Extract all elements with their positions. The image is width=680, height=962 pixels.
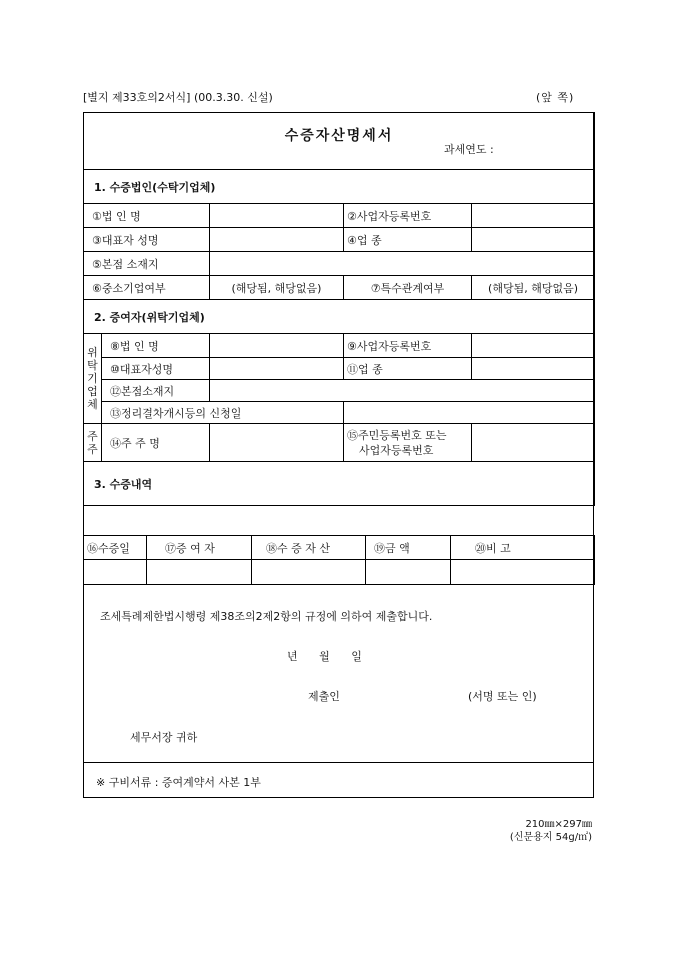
s2-corp-name-value[interactable] bbox=[210, 334, 344, 358]
submitter-label: 제출인 bbox=[308, 690, 340, 703]
s1-special-relation-options[interactable]: (해당됨, 해당없음) bbox=[472, 276, 595, 300]
donor-company-side-label bbox=[84, 334, 102, 424]
resident-no-line2: 사업자등록번호 bbox=[359, 443, 434, 457]
s2-filing-date-label: ⑬정리결차개시등의 신청일 bbox=[102, 402, 344, 424]
title-cell bbox=[84, 113, 595, 170]
section1-title: 1. 수증법인(수탁기업체) bbox=[84, 170, 595, 204]
col-amount: ⑲금 액 bbox=[366, 536, 451, 560]
side-char: 기 bbox=[87, 372, 98, 385]
remarks-cell[interactable] bbox=[451, 560, 595, 585]
s2-shareholder-value[interactable] bbox=[210, 424, 344, 462]
s2-biz-reg-value[interactable] bbox=[472, 334, 595, 358]
required-documents: ※ 구비서류 : 증여계약서 사본 1부 bbox=[96, 776, 261, 789]
shareholder-side-label bbox=[84, 424, 102, 462]
col-receipt-date: ⑯수증일 bbox=[84, 536, 147, 560]
s2-business-type-value[interactable] bbox=[472, 358, 595, 380]
section2-title: 2. 증여자(위탁기업체) bbox=[84, 300, 595, 334]
s1-special-relation-label: ⑦특수관계여부 bbox=[344, 276, 472, 300]
amount-cell[interactable] bbox=[366, 560, 451, 585]
tax-year-label: 과세연도 : bbox=[444, 143, 494, 156]
form-reference: [별지 제33호의2서식] (00.3.30. 신설) bbox=[83, 91, 273, 104]
col-remarks: ⑳비 고 bbox=[451, 536, 595, 560]
s2-resident-no-value[interactable] bbox=[472, 424, 595, 462]
asset-statement-form bbox=[83, 112, 595, 506]
page-side-label: (앞 쪽) bbox=[536, 91, 575, 104]
receipt-details-table bbox=[83, 535, 595, 585]
s2-biz-reg-label: ⑨사업자등록번호 bbox=[344, 334, 472, 358]
s2-shareholder-label: ⑭주 주 명 bbox=[102, 424, 210, 462]
s1-representative-label: ③대표자 성명 bbox=[84, 228, 210, 252]
s1-corp-name-label: ①법 인 명 bbox=[84, 204, 210, 228]
s1-corp-name-value[interactable] bbox=[210, 204, 344, 228]
date-line[interactable]: 년 월 일 bbox=[287, 650, 362, 663]
side-char: 업 bbox=[87, 385, 98, 398]
s1-head-office-value[interactable] bbox=[210, 252, 595, 276]
s1-sme-label: ⑥중소기업여부 bbox=[84, 276, 210, 300]
col-received-asset: ⑱수 증 자 산 bbox=[252, 536, 366, 560]
paper-size: 210㎜×297㎜ bbox=[525, 819, 592, 830]
s2-representative-value[interactable] bbox=[210, 358, 344, 380]
s1-representative-value[interactable] bbox=[210, 228, 344, 252]
s1-business-type-label: ④업 종 bbox=[344, 228, 472, 252]
resident-no-line1: ⑮주민등록번호 또는 bbox=[347, 428, 447, 442]
statement-text: 조세특례제한법시행령 제38조의2제2항의 규정에 의하여 제출합니다. bbox=[100, 610, 433, 623]
s2-filing-date-value[interactable] bbox=[344, 402, 595, 424]
s1-sme-options[interactable]: (해당됨, 해당없음) bbox=[210, 276, 344, 300]
paper-type: (신문용지 54g/㎡) bbox=[509, 832, 592, 843]
s2-business-type-label: ⑪업 종 bbox=[344, 358, 472, 380]
side-char: 위 bbox=[87, 346, 98, 359]
s1-head-office-label: ⑤본점 소재지 bbox=[84, 252, 210, 276]
received-asset-cell[interactable] bbox=[252, 560, 366, 585]
s1-business-type-value[interactable] bbox=[472, 228, 595, 252]
side-char: 주 bbox=[87, 442, 98, 456]
side-char: 주 bbox=[87, 429, 98, 443]
divider bbox=[83, 762, 594, 763]
signature-note[interactable]: (서명 또는 인) bbox=[468, 690, 537, 703]
tax-office-addressee: 세무서장 귀하 bbox=[130, 731, 198, 744]
receipt-date-cell[interactable] bbox=[84, 560, 147, 585]
s2-head-office-value[interactable] bbox=[210, 380, 595, 402]
side-char: 체 bbox=[87, 398, 98, 411]
form-title: 수증자산명세서 bbox=[284, 128, 394, 144]
s2-head-office-label: ⑫본점소재지 bbox=[102, 380, 210, 402]
donor-cell[interactable] bbox=[147, 560, 252, 585]
s1-biz-reg-label: ②사업자등록번호 bbox=[344, 204, 472, 228]
s1-biz-reg-value[interactable] bbox=[472, 204, 595, 228]
section3-title: 3. 수증내역 bbox=[84, 462, 595, 506]
side-char: 탁 bbox=[87, 359, 98, 372]
s2-representative-label: ⑩대표자성명 bbox=[102, 358, 210, 380]
col-donor: ⑰증 여 자 bbox=[147, 536, 252, 560]
s2-corp-name-label: ⑧법 인 명 bbox=[102, 334, 210, 358]
s2-resident-no-label bbox=[344, 424, 472, 462]
